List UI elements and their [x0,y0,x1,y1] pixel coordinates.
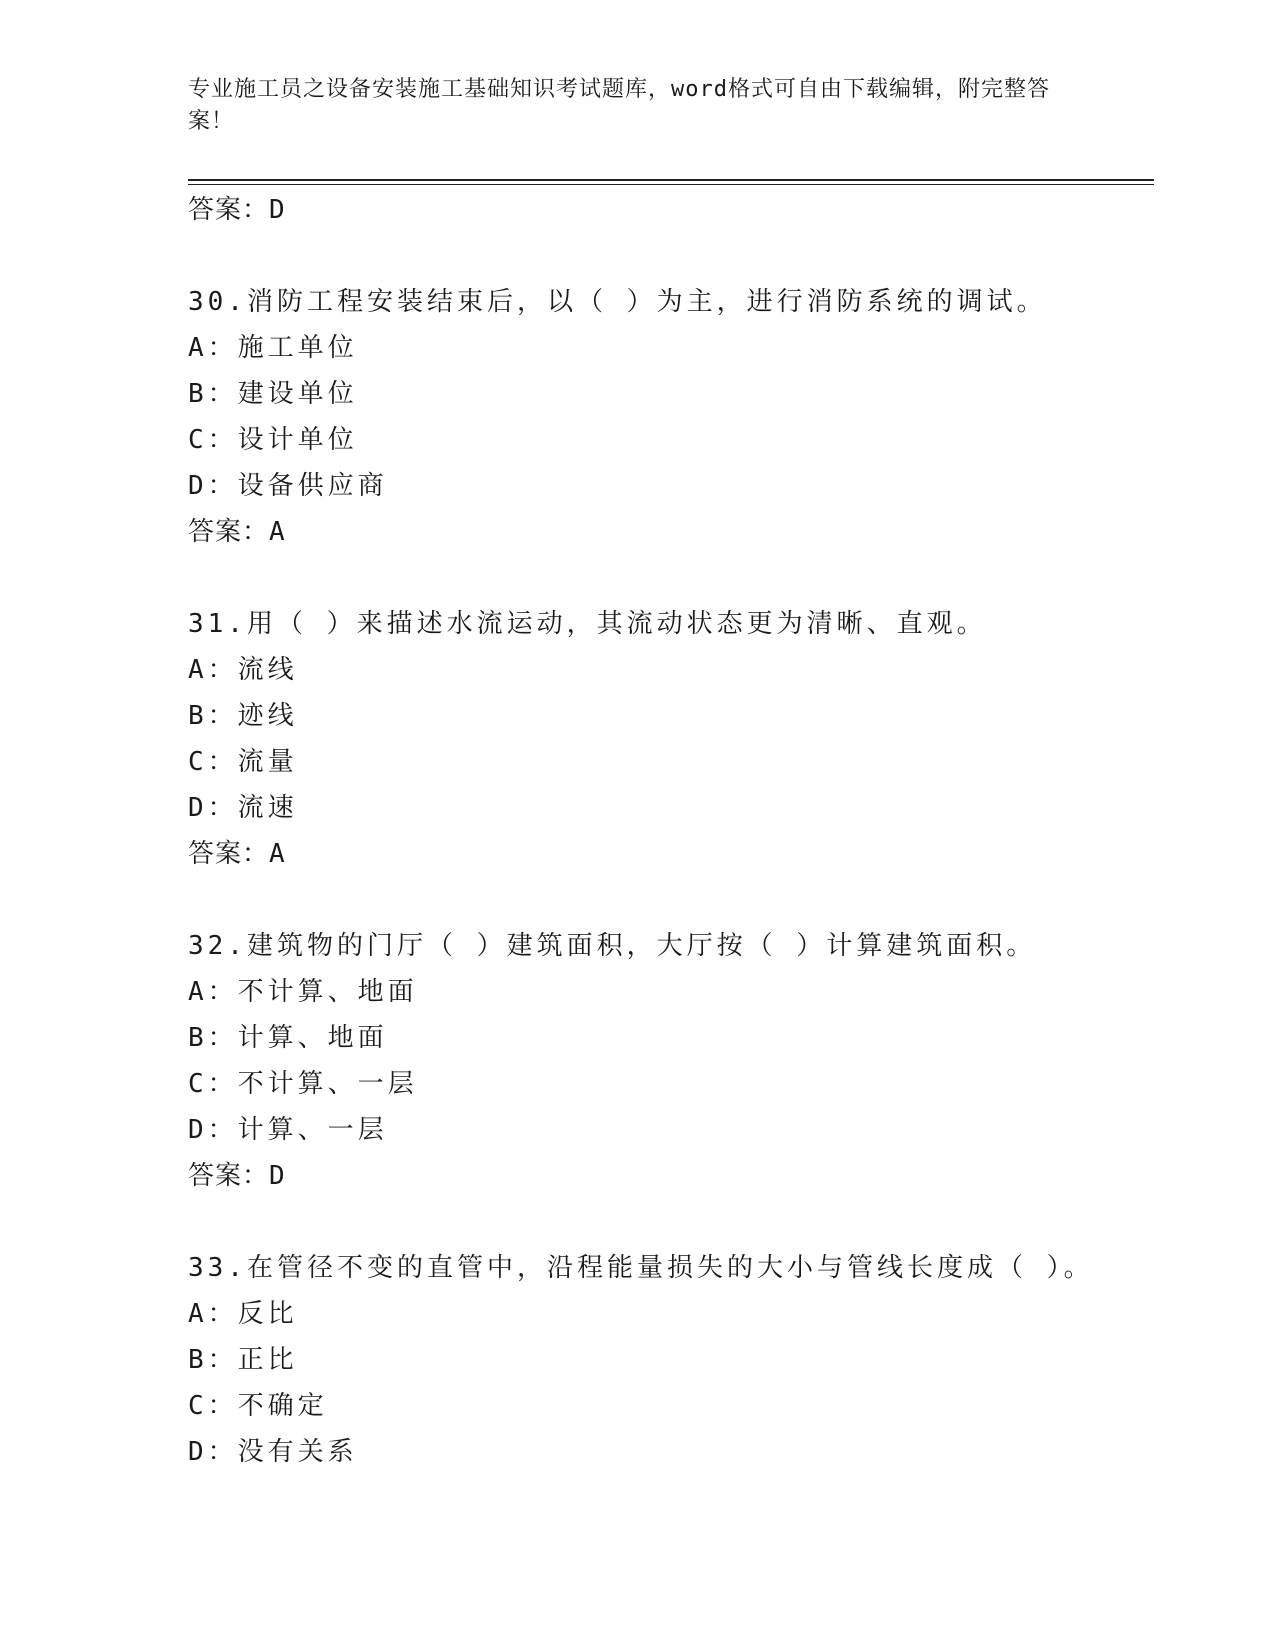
option-a: A：反比 [188,1299,298,1329]
option-d: D：计算、一层 [188,1115,388,1145]
option-b: B：计算、地面 [188,1023,388,1053]
question-33 [188,1245,1188,1475]
option-c: C：流量 [188,747,298,777]
answer-line: 答案：A [188,517,286,547]
header-rule-thick [188,179,1154,181]
question-stem: 33.在管径不变的直管中，沿程能量损失的大小与管线长度成（ ）。 [188,1253,1094,1283]
question-31 [188,601,1188,877]
option-b: B：建设单位 [188,379,358,409]
answer-line: 答案：D [188,195,286,225]
option-d: D：没有关系 [188,1437,358,1467]
option-b: B：迹线 [188,701,298,731]
option-a: A：不计算、地面 [188,977,418,1007]
question-stem: 31.用（ ）来描述水流运动，其流动状态更为清晰、直观。 [188,609,987,639]
option-d: D：流速 [188,793,298,823]
option-a: A：流线 [188,655,298,685]
question-32 [188,923,1188,1199]
option-b: B：正比 [188,1345,298,1375]
header-rule-thin [188,184,1154,185]
question-stem: 30.消防工程安装结束后，以（ ）为主，进行消防系统的调试。 [188,287,1047,317]
answer-line: 答案：A [188,839,286,869]
option-a: A：施工单位 [188,333,358,363]
document-header: 专业施工员之设备安装施工基础知识考试题库，word格式可自由下载编辑，附完整答案！ [188,77,1050,134]
question-stem: 32.建筑物的门厅（ ）建筑面积，大厅按（ ）计算建筑面积。 [188,931,1037,961]
question-list [188,187,1188,1475]
option-c: C：不计算、一层 [188,1069,418,1099]
option-c: C：设计单位 [188,425,358,455]
question-30 [188,279,1188,555]
option-c: C：不确定 [188,1391,328,1421]
answer-line: 答案：D [188,1161,286,1191]
option-d: D：设备供应商 [188,471,388,501]
